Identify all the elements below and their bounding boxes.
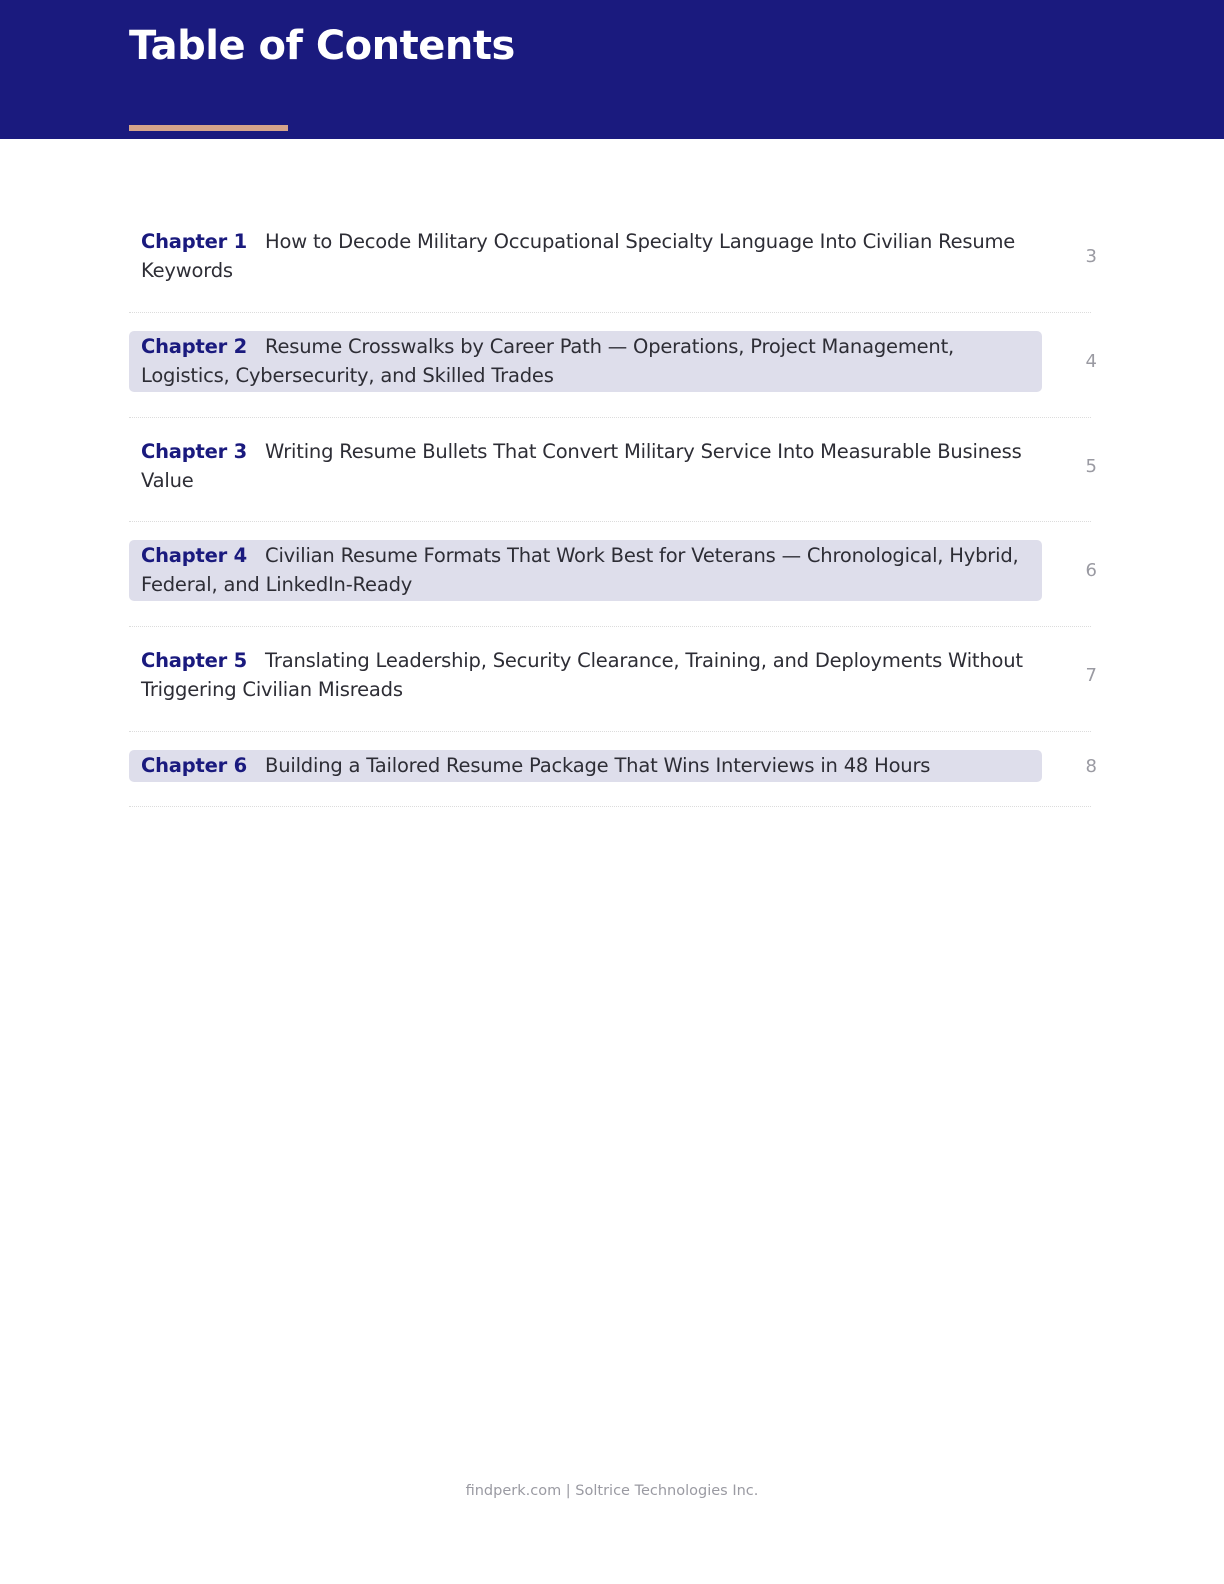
chapter-title: Building a Tailored Resume Package That Wins Interviews in 48 Hours <box>265 754 931 777</box>
page-number: 6 <box>1085 560 1097 581</box>
page-footer: findperk.com | Soltrice Technologies Inc. <box>465 1483 759 1499</box>
page-number: 3 <box>1085 246 1097 267</box>
toc-entry-text <box>129 436 1042 497</box>
toc-entry-text <box>129 540 1042 601</box>
toc-entry-chapter-3[interactable] <box>129 418 1097 522</box>
chapter-title: Writing Resume Bullets That Convert Military Service Into Measurable Business Value <box>141 440 1022 492</box>
toc-entry-text <box>129 750 1042 782</box>
toc-entry-text <box>129 226 1042 287</box>
chapter-title: Resume Crosswalks by Career Path — Operations, Project Management, Logistics, Cybersecurity, and Skilled Trades <box>141 335 955 387</box>
chapter-label: Chapter 6 <box>141 754 248 777</box>
toc-entry-text <box>129 331 1042 392</box>
toc-entry-text <box>129 645 1042 706</box>
chapter-label: Chapter 3 <box>141 440 248 463</box>
page-number: 7 <box>1085 665 1097 686</box>
chapter-title: Translating Leadership, Security Clearance, Training, and Deployments Without Triggering Civilian Misreads <box>141 649 1023 701</box>
toc-entry-chapter-4[interactable] <box>129 522 1097 627</box>
toc-entry-chapter-6[interactable] <box>129 732 1097 807</box>
toc-entry-chapter-5[interactable] <box>129 627 1097 732</box>
chapter-label: Chapter 5 <box>141 649 248 672</box>
page-number: 8 <box>1085 755 1097 777</box>
toc-entry-chapter-1[interactable] <box>129 208 1097 313</box>
chapter-title: Civilian Resume Formats That Work Best for Veterans — Chronological, Hybrid, Federal, and LinkedIn-Ready <box>141 544 1019 596</box>
page-title: Table of Contents <box>129 23 515 69</box>
chapter-title: How to Decode Military Occupational Specialty Language Into Civilian Resume Keywords <box>141 230 1016 282</box>
page-number: 4 <box>1085 351 1097 372</box>
header-accent-bar <box>129 125 288 131</box>
chapter-label: Chapter 2 <box>141 335 248 358</box>
toc-entry-chapter-2[interactable] <box>129 313 1097 418</box>
page-number: 5 <box>1085 456 1097 477</box>
table-of-contents <box>129 208 1097 807</box>
page-header <box>0 0 1224 139</box>
chapter-label: Chapter 4 <box>141 544 248 567</box>
chapter-label: Chapter 1 <box>141 230 248 253</box>
